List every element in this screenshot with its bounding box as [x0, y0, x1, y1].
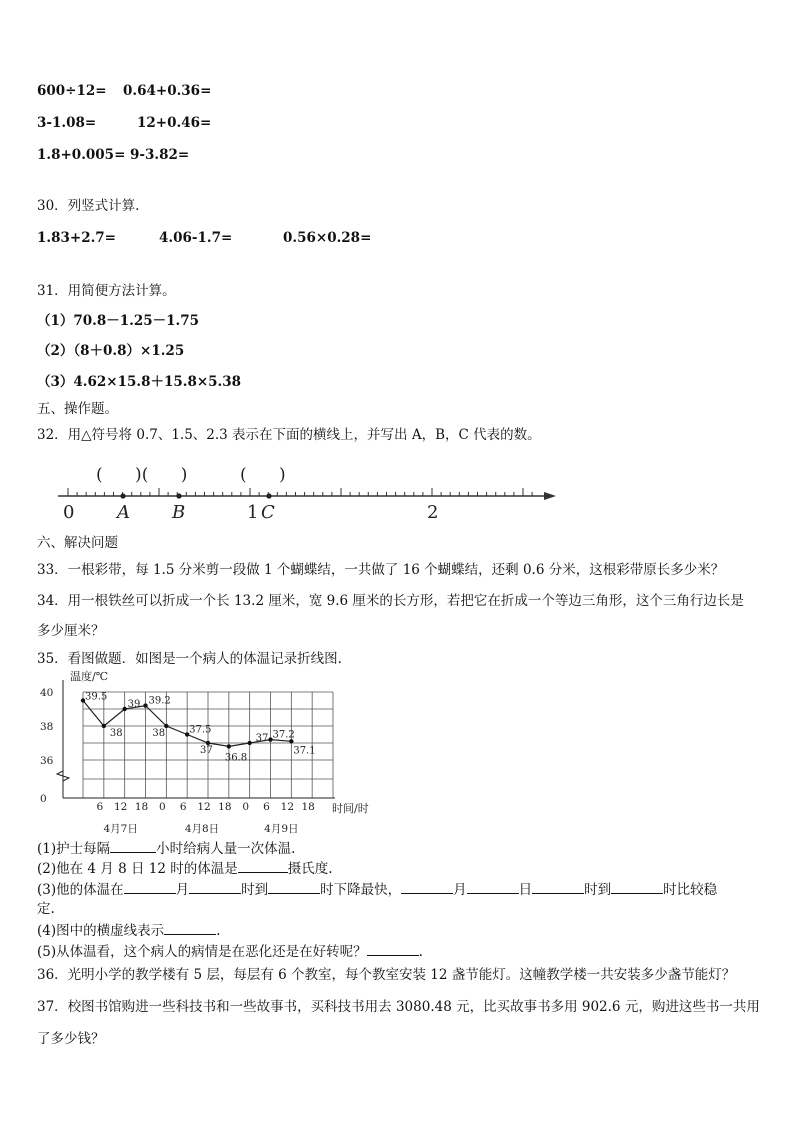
y-tick-label: 36: [40, 755, 54, 767]
q33-text: 33．一根彩带，每 1.5 分米剪一段做 1 个蝴蝶结，一共做了 16 个蝴蝶结，还剩 0.6 分米，这根彩带原长多少米？: [37, 562, 725, 578]
point-b: [176, 493, 181, 498]
calc-1-left: 3-1.08=: [37, 115, 97, 131]
q30-item-2: 4.06-1.7=: [159, 230, 233, 246]
data-point: [122, 707, 126, 711]
point-c: [266, 493, 271, 498]
answer-blank[interactable]: [401, 879, 453, 894]
q35-sub-3-cont: 定.: [37, 901, 55, 917]
point-a: [120, 493, 125, 498]
data-label: 37.1: [293, 745, 316, 757]
label-a: A: [117, 502, 130, 523]
data-point: [227, 744, 231, 748]
x-tick-label: 18: [301, 801, 315, 813]
x-tick-label: 12: [113, 801, 128, 813]
data-label: 36.8: [224, 752, 248, 764]
calc-2-left: 1.8+0.005=: [37, 147, 126, 163]
x-axis-label: 时间/时: [332, 802, 369, 815]
answer-blank[interactable]: [189, 879, 241, 894]
label-b: B: [172, 502, 186, 523]
calc-1-right: 12+0.46=: [137, 115, 212, 131]
data-label: 38: [109, 728, 123, 739]
x-tick-label: 6: [179, 801, 187, 813]
answer-blank[interactable]: [532, 879, 584, 894]
data-label: 39: [127, 699, 141, 710]
q35-sub-2: (2)他在 4 月 8 日 12 时的体温是 摄氏度.: [37, 858, 333, 878]
q36-text: 36．光明小学的教学楼有 5 层，每层有 6 个教室，每个教室安装 12 盏节能灯。这幢教学楼一共安装多少盏节能灯？: [37, 967, 736, 983]
answer-blank[interactable]: [164, 920, 216, 935]
q35-sub-1: (1)护士每隔 小时给病人量一次体温.: [37, 838, 295, 858]
y-axis-label: 温度/℃: [70, 670, 109, 683]
data-point: [247, 741, 251, 745]
x-tick-label: 0: [158, 801, 166, 813]
q34-line-2: 多少厘米？: [37, 623, 105, 639]
label-one: 1: [247, 502, 259, 523]
x-tick-label: 0: [242, 801, 250, 813]
data-label: 37: [255, 733, 269, 744]
q31-item-2: （2）（8＋0.8）×1.25: [37, 343, 185, 359]
data-label: 37.2: [272, 729, 295, 741]
q31-item-1: （1）70.8－1.25－1.75: [37, 313, 200, 329]
answer-blank[interactable]: [268, 879, 320, 894]
calc-0-right: 0.64+0.36=: [123, 83, 212, 99]
q37-line-1: 37．校图书馆购进一些科技书和一些故事书，买科技书用去 3080.48 元，比买故事书多用 902.6 元，购进这些书一共用: [37, 999, 760, 1015]
label-two: 2: [427, 502, 439, 523]
calc-0-left: 600÷12=: [37, 83, 107, 99]
data-point: [102, 724, 106, 728]
q35-sub-3: (3)他的体温在 月 时到 时下降最快， 月 日 时到 时比较稳: [37, 879, 717, 899]
answer-blank[interactable]: [124, 879, 176, 894]
q35-sub-4: (4)图中的横虚线表示 .: [37, 920, 220, 940]
data-label: 38: [152, 728, 166, 739]
q34-line-1: 34．用一根铁丝可以折成一个长 13.2 厘米，宽 9.6 厘米的长方形，若把它在折成一个等边三角形，这个三角行边长是: [37, 593, 744, 609]
data-point: [143, 703, 147, 707]
q31-title: 31．用简便方法计算。: [37, 283, 176, 299]
y-tick-label: 38: [40, 721, 54, 733]
x-tick-label: 6: [263, 801, 270, 813]
number-line-parens-2: ( ): [240, 465, 286, 485]
x-tick-label: 18: [134, 801, 149, 813]
number-line: [0, 458, 794, 528]
y-tick-label: 0: [40, 793, 47, 805]
x-tick-label: 18: [218, 801, 232, 813]
x-tick-label: 12: [280, 801, 295, 813]
number-line-parens-1: ( )( ): [96, 465, 188, 485]
date-label: 4月7日: [103, 823, 138, 835]
label-zero: 0: [63, 502, 75, 523]
q31-item-3: （3）4.62×15.8＋15.8×5.38: [37, 374, 242, 390]
q37-line-2: 了多少钱？: [37, 1031, 105, 1047]
temperature-chart: [30, 668, 430, 840]
data-label: 37: [200, 745, 213, 756]
answer-blank[interactable]: [110, 838, 156, 853]
date-label: 4月9日: [264, 823, 299, 835]
answer-blank[interactable]: [367, 941, 419, 956]
answer-blank[interactable]: [467, 879, 519, 894]
q32-title: 32．用△符号将 0.7、1.5、2.3 表示在下面的横线上，并写出 A，B，C 代表的数。: [37, 427, 541, 443]
section-5-heading: 五、操作题。: [37, 401, 118, 417]
answer-blank[interactable]: [611, 879, 663, 894]
answer-blank[interactable]: [238, 858, 288, 873]
calc-2-right: 9-3.82=: [130, 147, 190, 163]
q35-sub-5: (5)从体温看，这个病人的病情是在恶化还是在好转呢？ .: [37, 941, 423, 961]
date-label: 4月8日: [184, 823, 220, 835]
y-tick-label: 40: [40, 687, 54, 699]
data-label: 39.5: [85, 691, 108, 703]
q30-item-3: 0.56×0.28=: [283, 230, 372, 246]
x-tick-label: 6: [96, 801, 104, 813]
section-6-heading: 六、解决问题: [37, 535, 118, 551]
q30-item-1: 1.83+2.7=: [37, 230, 116, 246]
x-tick-label: 12: [197, 801, 211, 813]
data-label: 37.5: [189, 724, 212, 736]
data-label: 39.2: [148, 695, 171, 707]
label-c: C: [261, 502, 275, 523]
q35-title: 35．看图做题．如图是一个病人的体温记录折线图.: [37, 651, 342, 667]
q30-title: 30．列竖式计算.: [37, 198, 140, 214]
